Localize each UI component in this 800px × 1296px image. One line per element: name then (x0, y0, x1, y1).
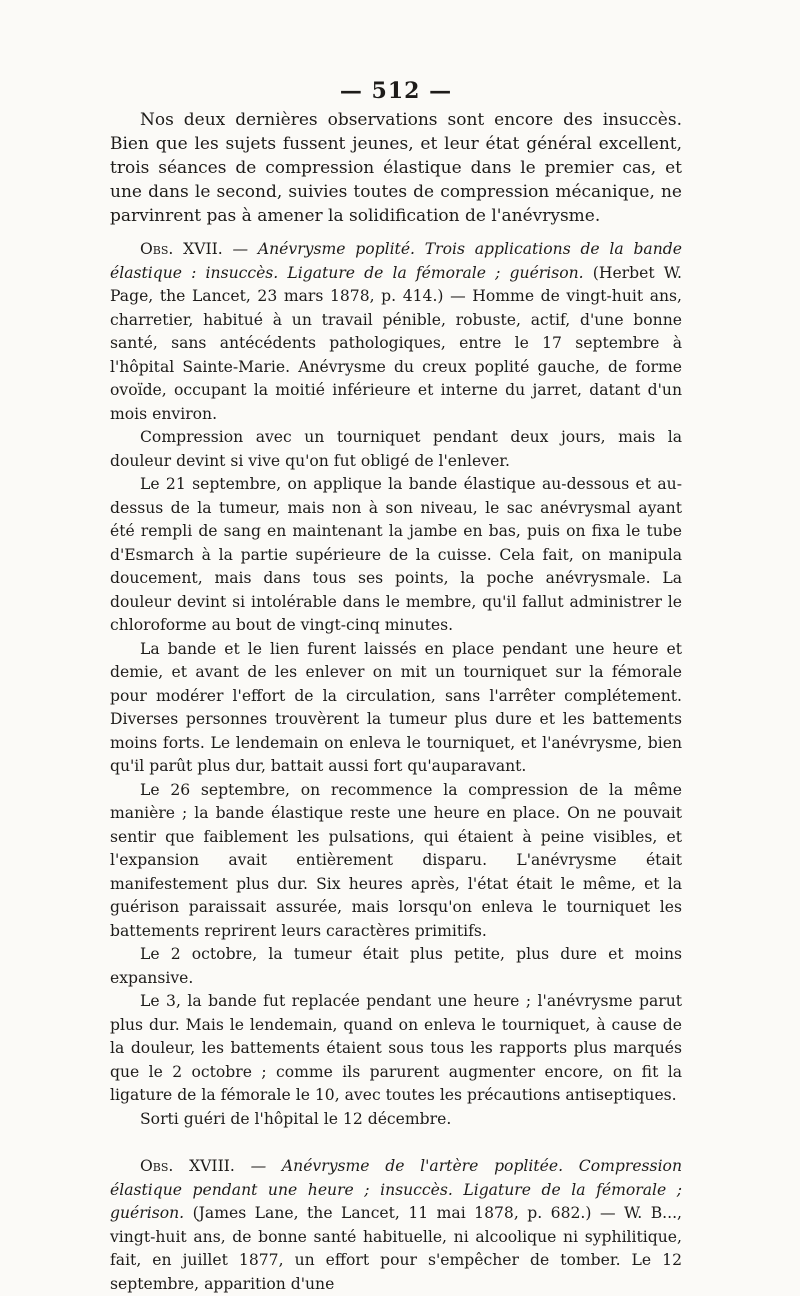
intro-paragraph: Nos deux dernières observations sont encore des insuccès. Bien que les sujets fussent jeunes, et leur état général excellent, trois séances de compression élastique dans le premier cas, et une dans le second, suivies toutes de compression mécanique, ne parvinrent pas à amener la solidification de l'anévrysme. (110, 110, 682, 226)
document-page (110, 78, 682, 1296)
obs18-title: — Anévrysme de l'artère poplitée. Compression élastique pendant une heure ; insuccès. Ligature de la fémorale ; guérison. (110, 1157, 682, 1222)
obs18-paragraph: — W. B..., vingt-huit ans, de bonne santé habituelle, ni alcoolique ni syphilitique, fait, en juillet 1877, un effort pour s'empêcher de tomber. Le 12 septembre, apparition d'une (110, 1204, 682, 1293)
obs17-paragraph-5: Le 26 septembre, on recommence la compression de la même manière ; la bande élastique reste une heure en place. On ne pouvait sentir que faiblement les pulsations, qui étaient à peine visibles, et l'expansion avait entièrement disparu. L'anévrysme était manifestement plus dur. Six heures après, l'état était le même, et la guérison paraissait assurée, mais lorsqu'on enleva le tourniquet les battements reprirent leurs caractères primitifs. (110, 780, 682, 940)
obs17-paragraph-7: Le 3, la bande fut replacée pendant une heure ; l'anévrysme parut plus dur. Mais le lendemain, quand on enleva le tourniquet, à cause de la douleur, les battements étaient sous tous les rapports plus marqués que le 2 octobre ; comme ils parurent augmenter encore, on fit la ligature de la fémorale le 10, avec toutes les précautions antiseptiques. (110, 992, 682, 1104)
obs17-heading: Obs. XVII. (140, 240, 223, 258)
obs17-paragraph-4: La bande et le lien furent laissés en place pendant une heure et demie, et avant de les enlever on mit un tourniquet sur la fémorale pour modérer l'effort de la circulation, sans l'arrêter complétement. Diverses personnes trouvèrent la tumeur plus dure et les battements moins forts. Le lendemain on enleva le tourniquet, et l'anévrysme, bien qu'il parût plus dur, battait aussi fort qu'auparavant. (110, 639, 682, 775)
observation-18 (110, 1155, 682, 1296)
obs17-paragraph-2: Compression avec un tourniquet pendant deux jours, mais la douleur devint si vive qu'on fut obligé de l'enlever. (110, 428, 682, 470)
section-gap (110, 1131, 682, 1145)
obs17-paragraph-1: — Homme de vingt-huit ans, charretier, habitué à un travail pénible, robuste, actif, d'une bonne santé, sans antécédents pathologiques, entre le 17 septembre à l'hôpital Sainte-Marie. Anévrysme du creux poplité gauche, de forme ovoïde, occupant la moitié inférieure et interne du jarret, datant d'un mois environ. (110, 287, 682, 423)
obs17-source: (Herbet W. Page, the Lancet, 23 mars 1878, p. 414.) (110, 263, 682, 305)
obs17-paragraph-3: Le 21 septembre, on applique la bande élastique au-dessous et au-dessus de la tumeur, mais non à son niveau, le sac anévrysmal ayant été rempli de sang en maintenant la jambe en bas, puis on fixa le tube d'Esmarch à la partie supérieure de la cuisse. Cela fait, on manipula doucement, mais dans tous ses points, la poche anévrysmale. La douleur devint si intolérable dans le membre, qu'il fallut administrer le chloroforme au bout de vingt-cinq minutes. (110, 475, 682, 634)
obs17-title: — Anévrysme poplité. Trois applications de la bande élastique : insuccès. Ligature de la fémorale ; guérison. (110, 240, 682, 282)
obs17-paragraph-6: Le 2 octobre, la tumeur était plus petite, plus dure et moins expansive. (110, 945, 682, 987)
observation-17 (110, 238, 682, 1131)
obs17-first-paragraph (110, 238, 682, 426)
obs17-paragraph-8: Sorti guéri de l'hôpital le 12 décembre. (140, 1109, 452, 1128)
page-number: — 512 — (339, 78, 453, 104)
obs18-heading: Obs. XVIII. (140, 1157, 235, 1175)
obs18-source: (James Lane, the Lancet, 11 mai 1878, p. 682.) (192, 1204, 592, 1222)
obs18-first-paragraph (110, 1155, 682, 1296)
